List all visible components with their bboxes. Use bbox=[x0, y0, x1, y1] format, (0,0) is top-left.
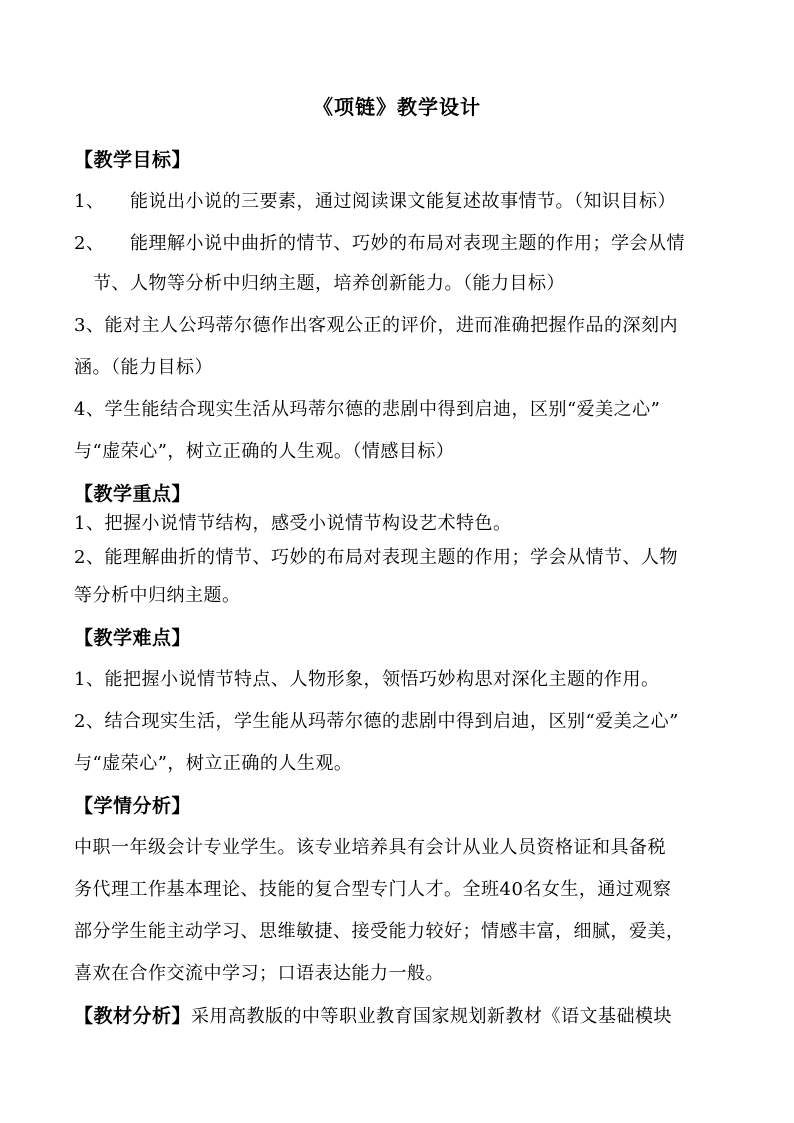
material-paragraph bbox=[74, 1004, 672, 1029]
goal-number: 2、 bbox=[74, 233, 105, 254]
section-heading-students: 【学情分析】 bbox=[74, 795, 192, 817]
section-heading-difficult: 【教学难点】 bbox=[74, 627, 192, 649]
goal-number: 3、 bbox=[74, 315, 105, 336]
difficult-line: 与“虚荣心”，树立正确的人生观。 bbox=[74, 753, 353, 774]
students-line: 喜欢在合作交流中学习；口语表达能力一般。 bbox=[74, 963, 444, 984]
goal-text-continued: 与“虚荣心”，树立正确的人生观。（情感目标） bbox=[74, 441, 455, 462]
section-heading-material: 【教材分析】 bbox=[74, 1005, 192, 1027]
goal-item-3 bbox=[74, 314, 678, 338]
section-heading-goals: 【教学目标】 bbox=[74, 149, 192, 171]
difficult-line: 1、能把握小说情节特点、人物形象，领悟巧妙构思对深化主题的作用。 bbox=[74, 669, 660, 690]
section-heading-key: 【教学重点】 bbox=[74, 483, 192, 505]
goal-number: 1、 bbox=[74, 191, 105, 212]
goal-text: 能对主人公玛蒂尔德作出客观公正的评价，进而准确把握作品的深刻内 bbox=[104, 315, 678, 336]
goal-number: 4、 bbox=[74, 399, 105, 420]
goal-text: 能理解小说中曲折的情节、巧妙的布局对表现主题的作用；学会从情 bbox=[130, 233, 685, 254]
goal-text: 能说出小说的三要素，通过阅读课文能复述故事情节。（知识目标） bbox=[130, 191, 676, 212]
students-line: 务代理工作基本理论、技能的复合型专门人才。全班40名女生，通过观察 bbox=[74, 879, 672, 900]
goal-text-continued: 涵。（能力目标） bbox=[74, 357, 213, 378]
goal-item-1 bbox=[74, 190, 676, 214]
difficult-line: 2、结合现实生活，学生能从玛蒂尔德的悲剧中得到启迪，区别“爱美之心” bbox=[74, 711, 679, 732]
key-line: 1、把握小说情节结构，感受小说情节构设艺术特色。 bbox=[74, 513, 512, 534]
material-text: 采用高教版的中等职业教育国家规划新教材《语文基础模块 bbox=[191, 1006, 673, 1027]
goal-item-4 bbox=[74, 398, 660, 422]
key-line: 等分析中归纳主题。 bbox=[74, 585, 241, 606]
key-line: 2、能理解曲折的情节、巧妙的布局对表现主题的作用；学会从情节、人物 bbox=[74, 547, 678, 568]
page-title: 《项链》教学设计 bbox=[313, 95, 481, 119]
goal-text-continued: 节、人物等分析中归纳主题，培养创新能力。（能力目标） bbox=[93, 273, 565, 294]
students-line: 部分学生能主动学习、思维敏捷、接受能力较好；情感丰富，细腻，爱美， bbox=[74, 921, 685, 942]
goal-item-2 bbox=[74, 232, 685, 256]
students-line: 中职一年级会计专业学生。该专业培养具有会计从业人员资格证和具备税 bbox=[74, 837, 666, 858]
goal-text: 学生能结合现实生活从玛蒂尔德的悲剧中得到启迪，区别“爱美之心” bbox=[104, 399, 661, 420]
